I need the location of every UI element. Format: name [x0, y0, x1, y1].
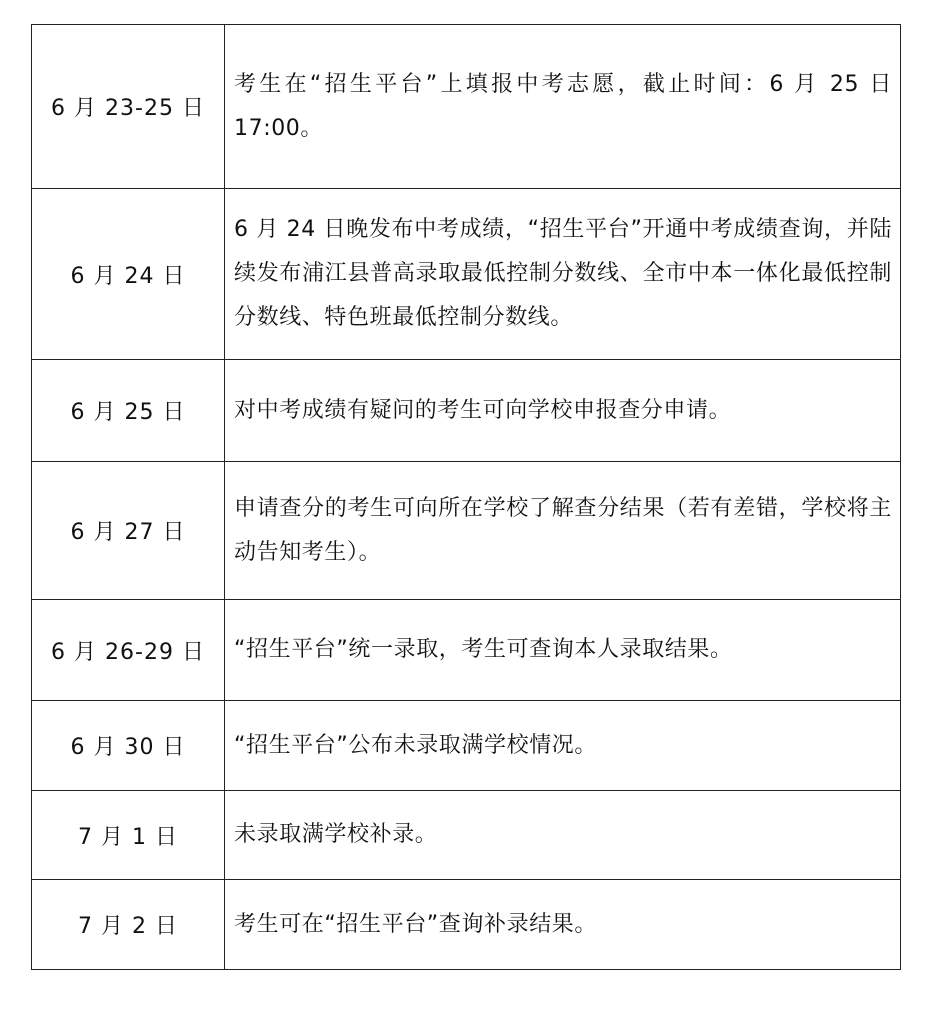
admission-schedule-table	[31, 24, 901, 970]
description-cell: 6 月 24 日晚发布中考成绩，“招生平台”开通中考成绩查询，并陆续发布浦江县普高录取最低控制分数线、全市中本一体化最低控制分数线、特色班最低控制分数线。	[225, 189, 901, 360]
table-row	[32, 189, 901, 360]
description-cell: 申请查分的考生可向所在学校了解查分结果（若有差错，学校将主动告知考生）。	[225, 462, 901, 600]
table-row	[32, 701, 901, 791]
date-cell: 6 月 24 日	[32, 189, 225, 360]
date-cell: 6 月 23-25 日	[32, 25, 225, 189]
date-cell: 7 月 2 日	[32, 880, 225, 970]
table-row	[32, 462, 901, 600]
table-row	[32, 360, 901, 462]
date-cell: 7 月 1 日	[32, 791, 225, 880]
description-cell: 未录取满学校补录。	[225, 791, 901, 880]
description-cell: 对中考成绩有疑问的考生可向学校申报查分申请。	[225, 360, 901, 462]
date-cell: 6 月 30 日	[32, 701, 225, 791]
date-cell: 6 月 27 日	[32, 462, 225, 600]
table-row	[32, 600, 901, 701]
date-cell: 6 月 26-29 日	[32, 600, 225, 701]
description-cell: 考生可在“招生平台”查询补录结果。	[225, 880, 901, 970]
description-cell: “招生平台”统一录取，考生可查询本人录取结果。	[225, 600, 901, 701]
description-cell: “招生平台”公布未录取满学校情况。	[225, 701, 901, 791]
table-row	[32, 880, 901, 970]
table-row	[32, 25, 901, 189]
date-cell: 6 月 25 日	[32, 360, 225, 462]
description-cell: 考生在“招生平台”上填报中考志愿，截止时间：6 月 25 日 17:00。	[225, 25, 901, 189]
table-row	[32, 791, 901, 880]
